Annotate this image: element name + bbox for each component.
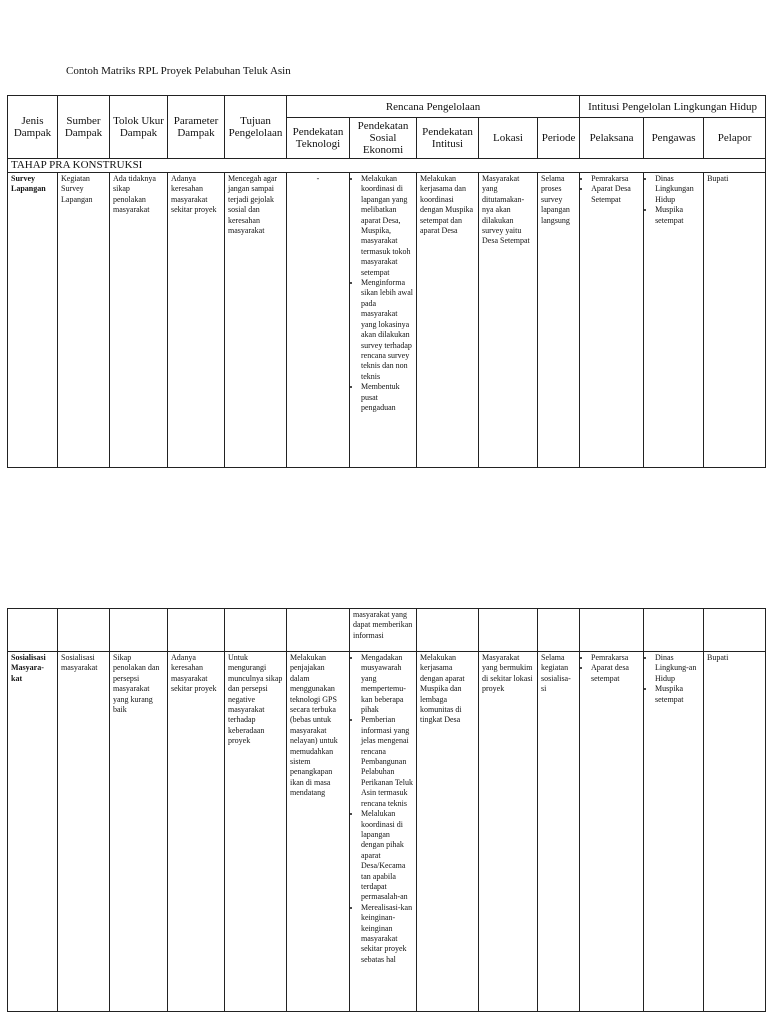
cell-teknologi: Melakukan penjajakan dalam menggunakan teknologi GPS secara terbuka (bebas untuk masyarakat nelayan) untuk memudahkan sistem penangkapan ikan di masa mendatang — [287, 652, 350, 1012]
cell-sumber: Sosialisasi masyarakat — [58, 652, 110, 1012]
list-item: • Melalukan koordinasi di lapangan dengan pihak aparat Desa/Kecama tan apabila terdapat permasalah-an — [361, 809, 413, 903]
header-jenis-dampak: Jenis Dampak — [8, 96, 58, 159]
list-item: • Muspika setempat — [655, 684, 700, 705]
list-item: • Dinas Lingkungan Hidup — [655, 174, 700, 205]
header-tujuan-pengelolaan: Tujuan Pengelolaan — [225, 96, 287, 159]
list-item: • Pemberian informasi yang jelas mengenai rencana Pembangunan Pelabuhan Perikanan Teluk Asin termasuk rencana teknis — [361, 715, 413, 809]
list-item: • Melakukan koordinasi di lapangan yang melibatkan aparat Desa, Muspika, masyarakat termasuk tokoh masyarakat setempat — [361, 174, 413, 278]
cell-tujuan: Mencegah agar jangan sampai terjadi gejolak sosial dan keresahan masyarakat — [225, 173, 287, 468]
cell-parameter: Adanya keresahan masyarakat sekitar proyek — [168, 173, 225, 468]
cell-parameter: Adanya keresahan masyarakat sekitar proyek — [168, 652, 225, 1012]
header-lokasi: Lokasi — [479, 118, 538, 159]
list-item: • Merealisasi-kan keinginan-keinginan masyarakat sekitar proyek sebatas hal — [361, 903, 413, 965]
cell-periode: Selama proses survey lapangan langsung — [538, 173, 580, 468]
list-item: • Pemrakarsa — [591, 174, 640, 184]
cell-intitusi: Melakukan kerjasama dan koordinasi dengan Muspika setempat dan aparat Desa — [417, 173, 479, 468]
header-intitusi: Intitusi Pengelolan Lingkungan Hidup — [580, 96, 766, 118]
cell-teknologi: - — [287, 173, 350, 468]
header-pelaksana: Pelaksana — [580, 118, 644, 159]
table-row — [8, 652, 766, 1012]
header-pengawas: Pengawas — [644, 118, 704, 159]
cell-sosial — [350, 652, 417, 1012]
header-parameter-dampak: Parameter Dampak — [168, 96, 225, 159]
header-pendekatan-teknologi: Pendekatan Teknologi — [287, 118, 350, 159]
list-item: • Aparat desa setempat — [591, 663, 640, 684]
rpl-matrix-table-continued — [7, 608, 766, 1012]
cell-tujuan: Untuk mengurangi munculnya sikap dan persepsi negative masyarakat terhadap keberadaan proyek — [225, 652, 287, 1012]
list-item: • Mengadakan musyawarah yang mempertemu-kan beberapa pihak — [361, 653, 413, 715]
cell-tolok: Sikap penolakan dan persepsi masyarakat yang kurang baik — [110, 652, 168, 1012]
header-periode: Periode — [538, 118, 580, 159]
cell-pelaksana — [580, 652, 644, 1012]
list-item: • Aparat Desa Setempat — [591, 184, 640, 205]
cell-pengawas — [644, 652, 704, 1012]
cell-periode: Selama kegiatan sosialisa-si — [538, 652, 580, 1012]
table-row — [8, 173, 766, 468]
header-sumber-dampak: Sumber Dampak — [58, 96, 110, 159]
cell-tolok: Ada tidaknya sikap penolakan masyarakat — [110, 173, 168, 468]
cell-sumber: Kegiatan Survey Lapangan — [58, 173, 110, 468]
list-item: • Membentuk pusat pengaduan — [361, 382, 413, 413]
cell-pengawas — [644, 173, 704, 468]
list-item: • Pemrakarsa — [591, 653, 640, 663]
cell-sosial-continued: masyarakat yang dapat memberikan informasi — [350, 609, 417, 652]
cell-pelapor: Bupati — [704, 173, 766, 468]
header-pendekatan-sosial: Pendekatan Sosial Ekonomi — [350, 118, 417, 159]
list-item: • Dinas Lingkung-an Hidup — [655, 653, 700, 684]
document-title: Contoh Matriks RPL Proyek Pelabuhan Teluk Asin — [66, 65, 291, 77]
header-pelapor: Pelapor — [704, 118, 766, 159]
cell-jenis: Survey Lapangan — [11, 174, 46, 194]
table-row — [8, 609, 766, 652]
rpl-matrix-table — [7, 95, 766, 468]
cell-intitusi: Melakukan kerjasama dengan aparat Muspika dan lembaga komunitas di tingkat Desa — [417, 652, 479, 1012]
cell-jenis: Sosialisasi Masyara-kat — [11, 653, 46, 683]
document-page-1 — [0, 0, 768, 482]
list-item: • Muspika setempat — [655, 205, 700, 226]
list-item: • Menginforma sikan lebih awal pada masyarakat yang lokasinya akan dilakukan survey terhadap rencana survey teknis dan non teknis — [361, 278, 413, 382]
cell-sosial — [350, 173, 417, 468]
header-tolok-ukur: Tolok Ukur Dampak — [110, 96, 168, 159]
header-pendekatan-intitusi: Pendekatan Intitusi — [417, 118, 479, 159]
cell-pelapor: Bupati — [704, 652, 766, 1012]
header-rencana-pengelolaan: Rencana Pengelolaan — [287, 96, 580, 118]
cell-lokasi: Masyarakat yang ditutamakan-nya akan dilakukan survey yaitu Desa Setempat — [479, 173, 538, 468]
section-pra-konstruksi: TAHAP PRA KONSTRUKSI — [8, 159, 766, 173]
cell-pelaksana — [580, 173, 644, 468]
cell-lokasi: Masyarakat yang bermukim di sekitar lokasi proyek — [479, 652, 538, 1012]
